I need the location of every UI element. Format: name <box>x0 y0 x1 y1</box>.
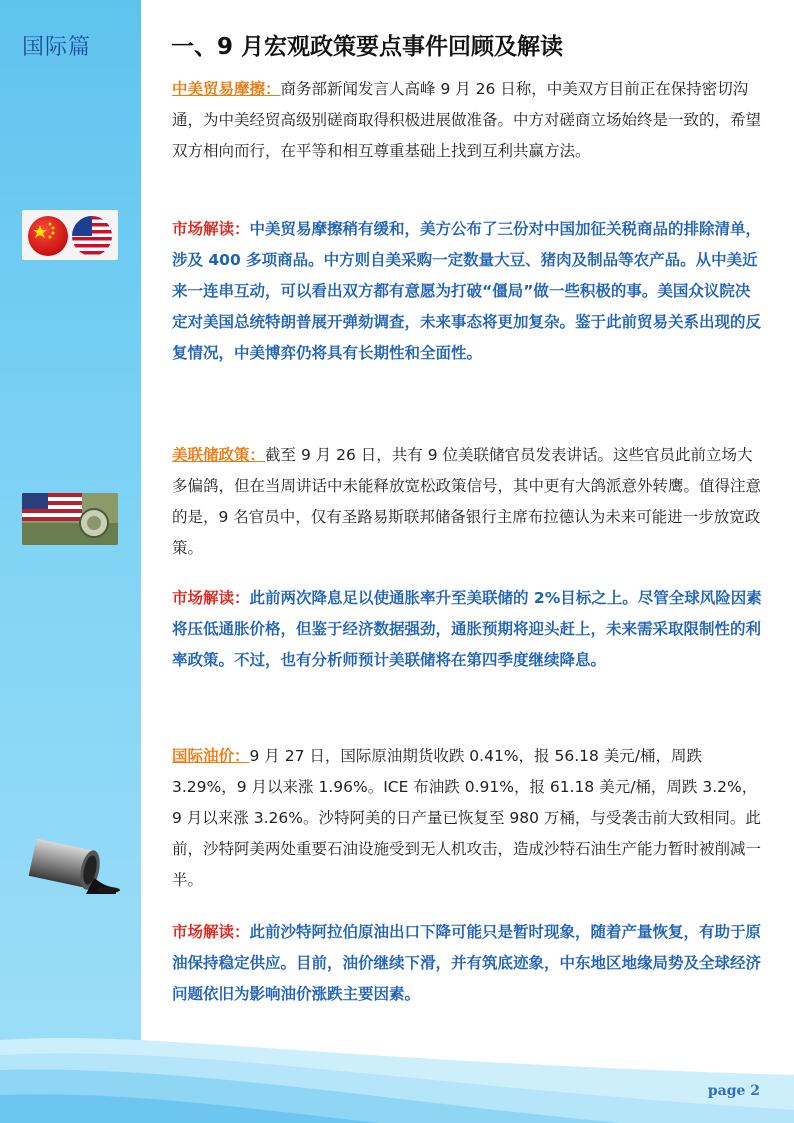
interpretation-label: 市场解读： <box>172 589 250 607</box>
section-label: 美联储政策： <box>172 446 266 464</box>
interpretation-label: 市场解读： <box>172 220 250 238</box>
interpretation-oil-price <box>172 917 762 1010</box>
page-title: 一、9 月宏观政策要点事件回顾及解读 <box>171 34 564 60</box>
interpretation-body: 此前沙特阿拉伯原油出口下降可能只是暂时现象，随着产量恢复，有助于原油保持稳定供应。目前，油价继续下滑，并有筑底迹象，中东地区地缘局势及全球经济问题依旧为影响油价涨跌主要因素。 <box>172 923 762 1003</box>
section-body: 截至 9 月 26 日，共有 9 位美联储官员发表讲话。这些官员此前立场大多偏鸽，但在当周讲话中未能释放宽松政策信号，其中更有大鸽派意外转鹰。值得注意的是，9 名官员中，仅有圣路易斯联邦储备银行主席布拉德认为未来可能进一步放宽政策。 <box>172 446 762 557</box>
section-oil-price <box>172 741 762 896</box>
us-flag-dollar-image <box>22 493 118 545</box>
section-label: 中美贸易摩擦： <box>172 80 281 98</box>
interpretation-trade-friction <box>172 214 762 369</box>
section-label: 国际油价： <box>172 747 250 765</box>
interpretation-body: 此前两次降息足以使通胀率升至美联储的 2%目标之上。尽管全球风险因素将压低通胀价格，但鉴于经济数据强劲，通胀预期将迎头赶上，未来需采取限制性的利率政策。不过，也有分析师预计美联储将在第四季度继续降息。 <box>172 589 762 669</box>
bottom-wave-decoration <box>0 1000 794 1123</box>
interpretation-body: 中美贸易摩擦稍有缓和，美方公布了三份对中国加征关税商品的排除清单，涉及 400 多项商品。中方则自美采购一定数量大豆、猪肉及制品等农产品。从中美近来一连串互动，可以看出双方都有意愿为打破“僵局”做一些积极的事。美国众议院决定对美国总统特朗普展开弹劾调查，未来事态将更加复杂。鉴于此前贸易关系出现的反复情况，中美博弈仍将具有长期性和全面性。 <box>172 220 762 362</box>
section-trade-friction <box>172 74 762 167</box>
interpretation-label: 市场解读： <box>172 923 250 941</box>
sidebar <box>0 0 141 1123</box>
oil-barrel-image <box>26 838 122 894</box>
section-body: 9 月 27 日，国际原油期货收跌 0.41%，报 56.18 美元/桶，周跌 3.29%，9 月以来涨 1.96%。ICE 布油跌 0.91%，报 61.18 美元/桶，周跌 3.2%，9 月以来涨 3.26%。沙特阿美的日产量已恢复至 980 万桶，与受袭击前大致相同。此前，沙特阿美两处重要石油设施受到无人机攻击，造成沙特石油生产能力暂时被削减一半。 <box>172 747 762 889</box>
china-us-flags-image <box>22 210 118 260</box>
section-fed-policy <box>172 440 762 564</box>
section-body: 商务部新闻发言人高峰 9 月 26 日称，中美双方目前正在保持密切沟通，为中美经贸高级别磋商取得积极进展做准备。中方对磋商立场始终是一致的，希望双方相向而行，在平等和相互尊重基础上找到互利共赢方法。 <box>172 80 762 160</box>
page-number: page 2 <box>707 1083 760 1099</box>
interpretation-fed-policy <box>172 583 762 676</box>
sidebar-title: 国际篇 <box>22 35 92 60</box>
